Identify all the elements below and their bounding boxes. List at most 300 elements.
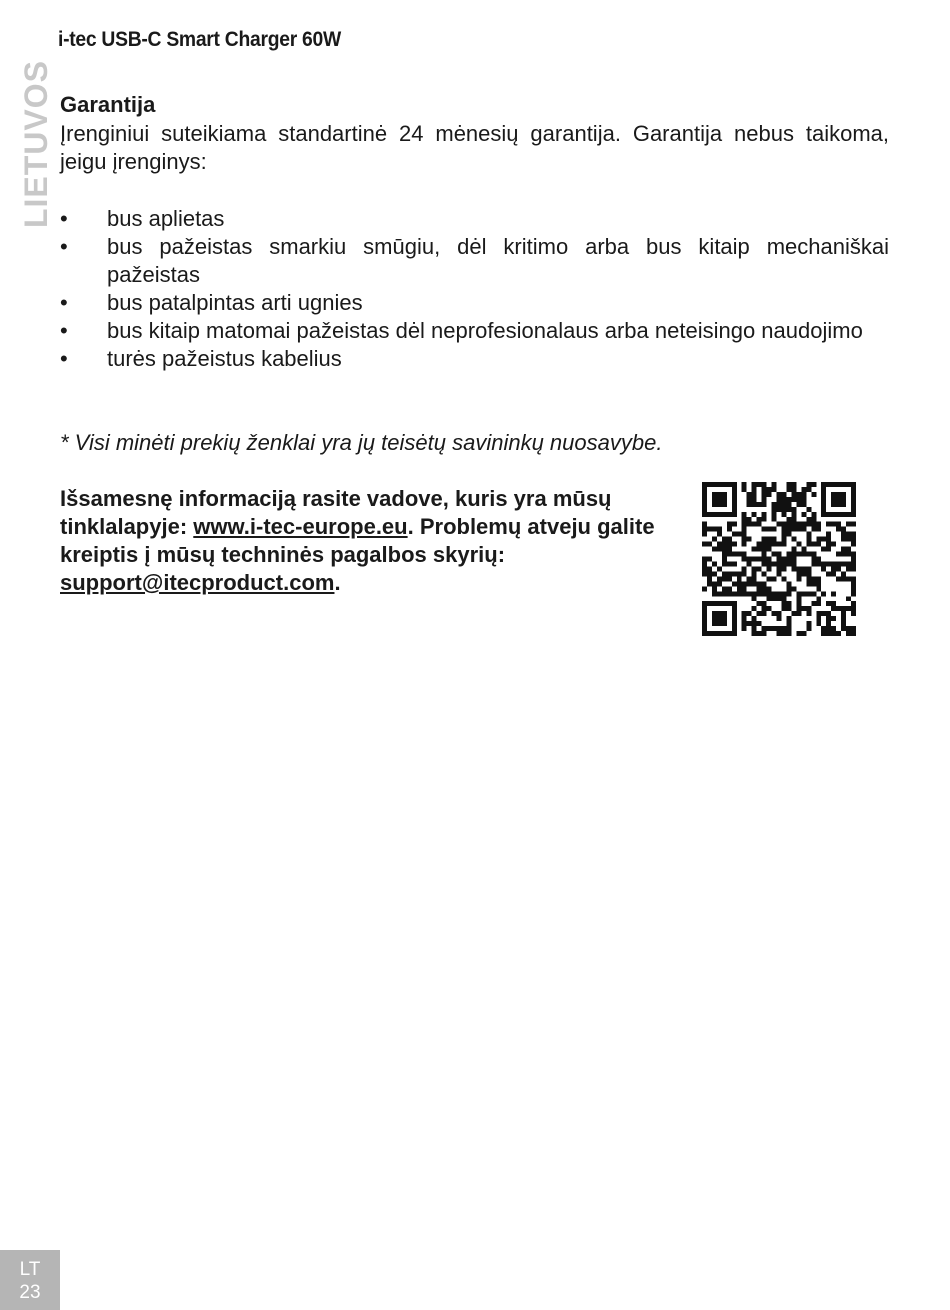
- qr-module: [831, 601, 836, 606]
- qr-module: [777, 502, 782, 507]
- qr-module: [836, 576, 841, 581]
- qr-module: [796, 596, 801, 601]
- qr-module: [762, 497, 767, 502]
- qr-module: [801, 502, 806, 507]
- qr-module: [772, 512, 777, 517]
- qr-module: [806, 522, 811, 527]
- qr-module: [767, 542, 772, 547]
- qr-module: [767, 537, 772, 542]
- qr-module: [742, 571, 747, 576]
- qr-module: [821, 547, 826, 552]
- qr-module: [851, 532, 856, 537]
- qr-module: [762, 552, 767, 557]
- qr-module: [742, 532, 747, 537]
- qr-module: [796, 566, 801, 571]
- qr-module: [762, 571, 767, 576]
- qr-module: [777, 631, 782, 636]
- qr-module: [811, 542, 816, 547]
- qr-module: [742, 566, 747, 571]
- qr-module: [826, 631, 831, 636]
- qr-module: [781, 492, 786, 497]
- qr-module: [712, 586, 717, 591]
- qr-module: [712, 527, 717, 532]
- qr-module: [772, 502, 777, 507]
- qr-module: [786, 507, 791, 512]
- qr-module: [727, 591, 732, 596]
- qr-module: [757, 611, 762, 616]
- qr-module: [781, 576, 786, 581]
- qr-module: [772, 517, 777, 522]
- qr-module: [841, 616, 846, 621]
- qr-module: [791, 566, 796, 571]
- qr-module: [841, 611, 846, 616]
- qr-module: [826, 547, 831, 552]
- qr-module: [801, 497, 806, 502]
- qr-module: [826, 532, 831, 537]
- qr-module: [757, 502, 762, 507]
- qr-module: [801, 527, 806, 532]
- qr-module: [831, 522, 836, 527]
- qr-module: [806, 606, 811, 611]
- qr-module: [772, 527, 777, 532]
- qr-module: [747, 591, 752, 596]
- qr-module: [791, 557, 796, 562]
- qr-module: [742, 482, 747, 487]
- qr-module: [831, 631, 836, 636]
- qr-module: [752, 487, 757, 492]
- qr-module: [762, 547, 767, 552]
- qr-module: [752, 557, 757, 562]
- qr-module: [816, 581, 821, 586]
- qr-module: [781, 512, 786, 517]
- qr-module: [826, 542, 831, 547]
- qr-module: [841, 626, 846, 631]
- qr-module: [777, 591, 782, 596]
- qr-module: [777, 492, 782, 497]
- support-email-link[interactable]: support@itecproduct.com: [60, 570, 335, 595]
- qr-module: [796, 497, 801, 502]
- qr-module: [727, 547, 732, 552]
- qr-module: [717, 527, 722, 532]
- qr-module: [786, 621, 791, 626]
- qr-module: [762, 517, 767, 522]
- qr-module: [742, 586, 747, 591]
- qr-module: [806, 621, 811, 626]
- qr-module: [811, 482, 816, 487]
- qr-module: [786, 606, 791, 611]
- qr-module: [727, 522, 732, 527]
- qr-module: [836, 527, 841, 532]
- qr-module: [752, 482, 757, 487]
- qr-module: [722, 591, 727, 596]
- qr-module: [752, 626, 757, 631]
- qr-module: [777, 552, 782, 557]
- qr-module: [767, 566, 772, 571]
- qr-module: [712, 537, 717, 542]
- qr-module: [727, 576, 732, 581]
- qr-module: [777, 542, 782, 547]
- qr-module: [742, 512, 747, 517]
- qr-module: [762, 601, 767, 606]
- qr-module: [717, 532, 722, 537]
- qr-module: [791, 517, 796, 522]
- qr-module: [722, 552, 727, 557]
- qr-module: [801, 631, 806, 636]
- qr-module: [791, 586, 796, 591]
- qr-module: [846, 532, 851, 537]
- qr-module: [772, 626, 777, 631]
- qr-module: [781, 591, 786, 596]
- qr-module: [811, 492, 816, 497]
- product-title: i-tec USB-C Smart Charger 60W: [58, 28, 341, 51]
- qr-module: [757, 517, 762, 522]
- qr-module: [767, 557, 772, 562]
- qr-module: [806, 566, 811, 571]
- qr-module: [702, 542, 707, 547]
- qr-module: [742, 522, 747, 527]
- qr-module: [811, 522, 816, 527]
- qr-module: [806, 591, 811, 596]
- qr-module: [752, 591, 757, 596]
- qr-module: [836, 631, 841, 636]
- bullet-icon: •: [60, 318, 68, 343]
- qr-module: [752, 571, 757, 576]
- qr-module: [801, 492, 806, 497]
- qr-module: [727, 561, 732, 566]
- language-side-label: LIETUVOS: [18, 59, 54, 228]
- qr-module: [757, 522, 762, 527]
- qr-module: [747, 621, 752, 626]
- qr-module: [801, 522, 806, 527]
- qr-module: [841, 621, 846, 626]
- qr-module: [806, 611, 811, 616]
- qr-module: [841, 606, 846, 611]
- qr-module: [762, 581, 767, 586]
- qr-module: [816, 601, 821, 606]
- more-info-text-2: . Problemų atveju galite kreiptis į mūsų techninės pagalbos skyrių:: [60, 514, 655, 567]
- qr-module: [777, 596, 782, 601]
- qr-module: [801, 606, 806, 611]
- qr-module: [757, 557, 762, 562]
- qr-module: [836, 561, 841, 566]
- qr-module: [831, 606, 836, 611]
- qr-module: [767, 606, 772, 611]
- qr-module: [752, 547, 757, 552]
- qr-module: [796, 591, 801, 596]
- website-link[interactable]: www.i-tec-europe.eu: [193, 514, 408, 539]
- qr-module: [752, 621, 757, 626]
- qr-module: [702, 566, 707, 571]
- qr-module: [831, 542, 836, 547]
- qr-module: [841, 561, 846, 566]
- qr-module: [806, 552, 811, 557]
- qr-module: [707, 576, 712, 581]
- qr-module: [747, 492, 752, 497]
- qr-module: [806, 542, 811, 547]
- qr-module: [826, 537, 831, 542]
- bullet-icon: •: [60, 206, 68, 231]
- qr-module: [702, 532, 707, 537]
- qr-module: [841, 571, 846, 576]
- qr-module: [742, 591, 747, 596]
- qr-module: [737, 552, 742, 557]
- warranty-intro: Įrenginiui suteikiama standartinė 24 mėnesių garantija. Garantija nebus taikoma, jeigu įrenginys:: [60, 121, 889, 174]
- qr-module: [796, 631, 801, 636]
- qr-module: [781, 557, 786, 562]
- qr-module: [752, 492, 757, 497]
- qr-module: [781, 626, 786, 631]
- qr-module: [762, 487, 767, 492]
- qr-module: [791, 537, 796, 542]
- qr-module: [781, 522, 786, 527]
- qr-module: [737, 532, 742, 537]
- qr-module: [846, 606, 851, 611]
- list-item: [60, 345, 889, 373]
- qr-module: [831, 591, 836, 596]
- qr-module: [742, 542, 747, 547]
- qr-module: [851, 591, 856, 596]
- trademark-note: * Visi minėti prekių ženklai yra jų teisėtų savininkų nuosavybe.: [60, 430, 663, 455]
- qr-module: [851, 552, 856, 557]
- list-item-text: bus patalpintas arti ugnies: [107, 290, 363, 315]
- qr-module: [816, 527, 821, 532]
- qr-module: [772, 537, 777, 542]
- qr-module: [727, 537, 732, 542]
- qr-module: [781, 537, 786, 542]
- qr-module: [762, 561, 767, 566]
- qr-module: [747, 557, 752, 562]
- qr-module: [791, 561, 796, 566]
- qr-module: [851, 566, 856, 571]
- qr-module: [732, 532, 737, 537]
- qr-module: [821, 631, 826, 636]
- qr-module: [717, 547, 722, 552]
- qr-module: [811, 557, 816, 562]
- qr-module: [796, 611, 801, 616]
- qr-module: [801, 487, 806, 492]
- qr-module: [791, 487, 796, 492]
- qr-module: [712, 591, 717, 596]
- qr-module: [737, 581, 742, 586]
- qr-module: [742, 626, 747, 631]
- qr-module: [786, 517, 791, 522]
- qr-module: [801, 566, 806, 571]
- qr-module: [727, 586, 732, 591]
- qr-module: [702, 527, 707, 532]
- qr-module: [791, 611, 796, 616]
- page-number-badge: [0, 1250, 60, 1310]
- list-item: [60, 317, 889, 345]
- qr-module: [752, 502, 757, 507]
- qr-module: [841, 576, 846, 581]
- qr-module: [851, 542, 856, 547]
- qr-code-icon: [702, 482, 856, 636]
- qr-module: [747, 517, 752, 522]
- qr-module: [851, 561, 856, 566]
- qr-module: [786, 482, 791, 487]
- qr-module: [757, 542, 762, 547]
- qr-module: [846, 566, 851, 571]
- qr-module: [781, 497, 786, 502]
- qr-module: [777, 626, 782, 631]
- section-heading: Garantija: [60, 92, 156, 117]
- qr-module: [806, 576, 811, 581]
- qr-module: [732, 522, 737, 527]
- list-item-text: bus kitaip matomai pažeistas dėl neprofesionalaus arba neteisingo naudojimo: [107, 318, 863, 343]
- more-info-text-1: Išsamesnę informaciją rasite vadove, kuris yra mūsų tinklalapyje:: [60, 486, 612, 539]
- qr-module: [742, 557, 747, 562]
- qr-module: [816, 557, 821, 562]
- qr-module: [791, 552, 796, 557]
- qr-module: [781, 502, 786, 507]
- qr-module: [811, 552, 816, 557]
- qr-module: [747, 581, 752, 586]
- qr-module: [762, 512, 767, 517]
- qr-module: [742, 621, 747, 626]
- qr-module: [742, 616, 747, 621]
- qr-module: [702, 571, 707, 576]
- qr-module: [826, 601, 831, 606]
- qr-module: [717, 581, 722, 586]
- qr-module: [816, 616, 821, 621]
- qr-module: [767, 586, 772, 591]
- qr-module: [781, 566, 786, 571]
- qr-module: [772, 482, 777, 487]
- qr-module: [821, 561, 826, 566]
- qr-module: [747, 537, 752, 542]
- qr-module: [846, 547, 851, 552]
- qr-module: [762, 492, 767, 497]
- qr-module: [816, 522, 821, 527]
- qr-module: [727, 571, 732, 576]
- qr-module: [762, 631, 767, 636]
- qr-module: [851, 586, 856, 591]
- qr-module: [757, 547, 762, 552]
- qr-module: [777, 507, 782, 512]
- qr-module: [786, 616, 791, 621]
- qr-module: [777, 566, 782, 571]
- qr-module: [806, 517, 811, 522]
- qr-module: [781, 596, 786, 601]
- qr-module: [846, 631, 851, 636]
- qr-module: [796, 527, 801, 532]
- more-info-paragraph: [60, 485, 680, 597]
- qr-module: [836, 522, 841, 527]
- qr-module: [796, 552, 801, 557]
- qr-module: [781, 507, 786, 512]
- qr-module: [762, 482, 767, 487]
- qr-module: [762, 606, 767, 611]
- bullet-icon: •: [60, 234, 68, 259]
- qr-module: [806, 626, 811, 631]
- qr-module: [762, 586, 767, 591]
- qr-module: [772, 561, 777, 566]
- qr-module: [742, 537, 747, 542]
- qr-module: [737, 571, 742, 576]
- qr-module: [732, 591, 737, 596]
- qr-module: [796, 522, 801, 527]
- qr-module: [786, 557, 791, 562]
- qr-module: [757, 482, 762, 487]
- qr-module: [786, 522, 791, 527]
- qr-module: [742, 552, 747, 557]
- qr-module: [816, 596, 821, 601]
- qr-module: [796, 502, 801, 507]
- qr-module: [851, 626, 856, 631]
- qr-module: [801, 591, 806, 596]
- qr-module: [707, 581, 712, 586]
- qr-module: [762, 527, 767, 532]
- qr-module: [801, 547, 806, 552]
- qr-module: [767, 576, 772, 581]
- list-item-text: bus aplietas: [107, 206, 225, 231]
- qr-module: [727, 527, 732, 532]
- qr-module: [791, 492, 796, 497]
- qr-module: [851, 537, 856, 542]
- qr-module: [826, 616, 831, 621]
- qr-module: [811, 512, 816, 517]
- qr-module: [841, 552, 846, 557]
- qr-module: [777, 611, 782, 616]
- qr-module: [762, 611, 767, 616]
- qr-module: [712, 581, 717, 586]
- qr-module: [841, 532, 846, 537]
- qr-module: [762, 502, 767, 507]
- qr-module: [781, 542, 786, 547]
- qr-module: [777, 522, 782, 527]
- qr-module: [796, 492, 801, 497]
- qr-module: [707, 571, 712, 576]
- qr-module: [851, 522, 856, 527]
- qr-module: [786, 591, 791, 596]
- qr-module: [821, 537, 826, 542]
- qr-module: [816, 542, 821, 547]
- page-language-code: LT: [19, 1259, 41, 1280]
- qr-module: [796, 571, 801, 576]
- qr-module: [777, 497, 782, 502]
- qr-module: [752, 631, 757, 636]
- qr-module: [737, 586, 742, 591]
- list-item-text: turės pažeistus kabelius: [107, 346, 342, 371]
- qr-module: [767, 591, 772, 596]
- qr-module: [851, 581, 856, 586]
- qr-module: [781, 532, 786, 537]
- list-item-text: bus pažeistas smarkiu smūgiu, dėl kritimo arba bus kitaip mechaniškai pažeistas: [107, 234, 889, 287]
- qr-module: [777, 571, 782, 576]
- qr-module: [752, 522, 757, 527]
- list-item: [60, 233, 889, 289]
- qr-module: [772, 507, 777, 512]
- list-item: [60, 205, 889, 233]
- qr-module: [811, 576, 816, 581]
- qr-module: [786, 626, 791, 631]
- qr-module: [791, 482, 796, 487]
- qr-module: [732, 571, 737, 576]
- qr-module: [786, 586, 791, 591]
- qr-module: [816, 537, 821, 542]
- list-item: [60, 289, 889, 317]
- qr-module: [851, 606, 856, 611]
- qr-module: [846, 537, 851, 542]
- qr-module: [722, 557, 727, 562]
- qr-module: [767, 561, 772, 566]
- qr-module: [767, 547, 772, 552]
- qr-module: [732, 542, 737, 547]
- qr-module: [846, 626, 851, 631]
- qr-module: [801, 571, 806, 576]
- qr-module: [801, 512, 806, 517]
- qr-module: [816, 611, 821, 616]
